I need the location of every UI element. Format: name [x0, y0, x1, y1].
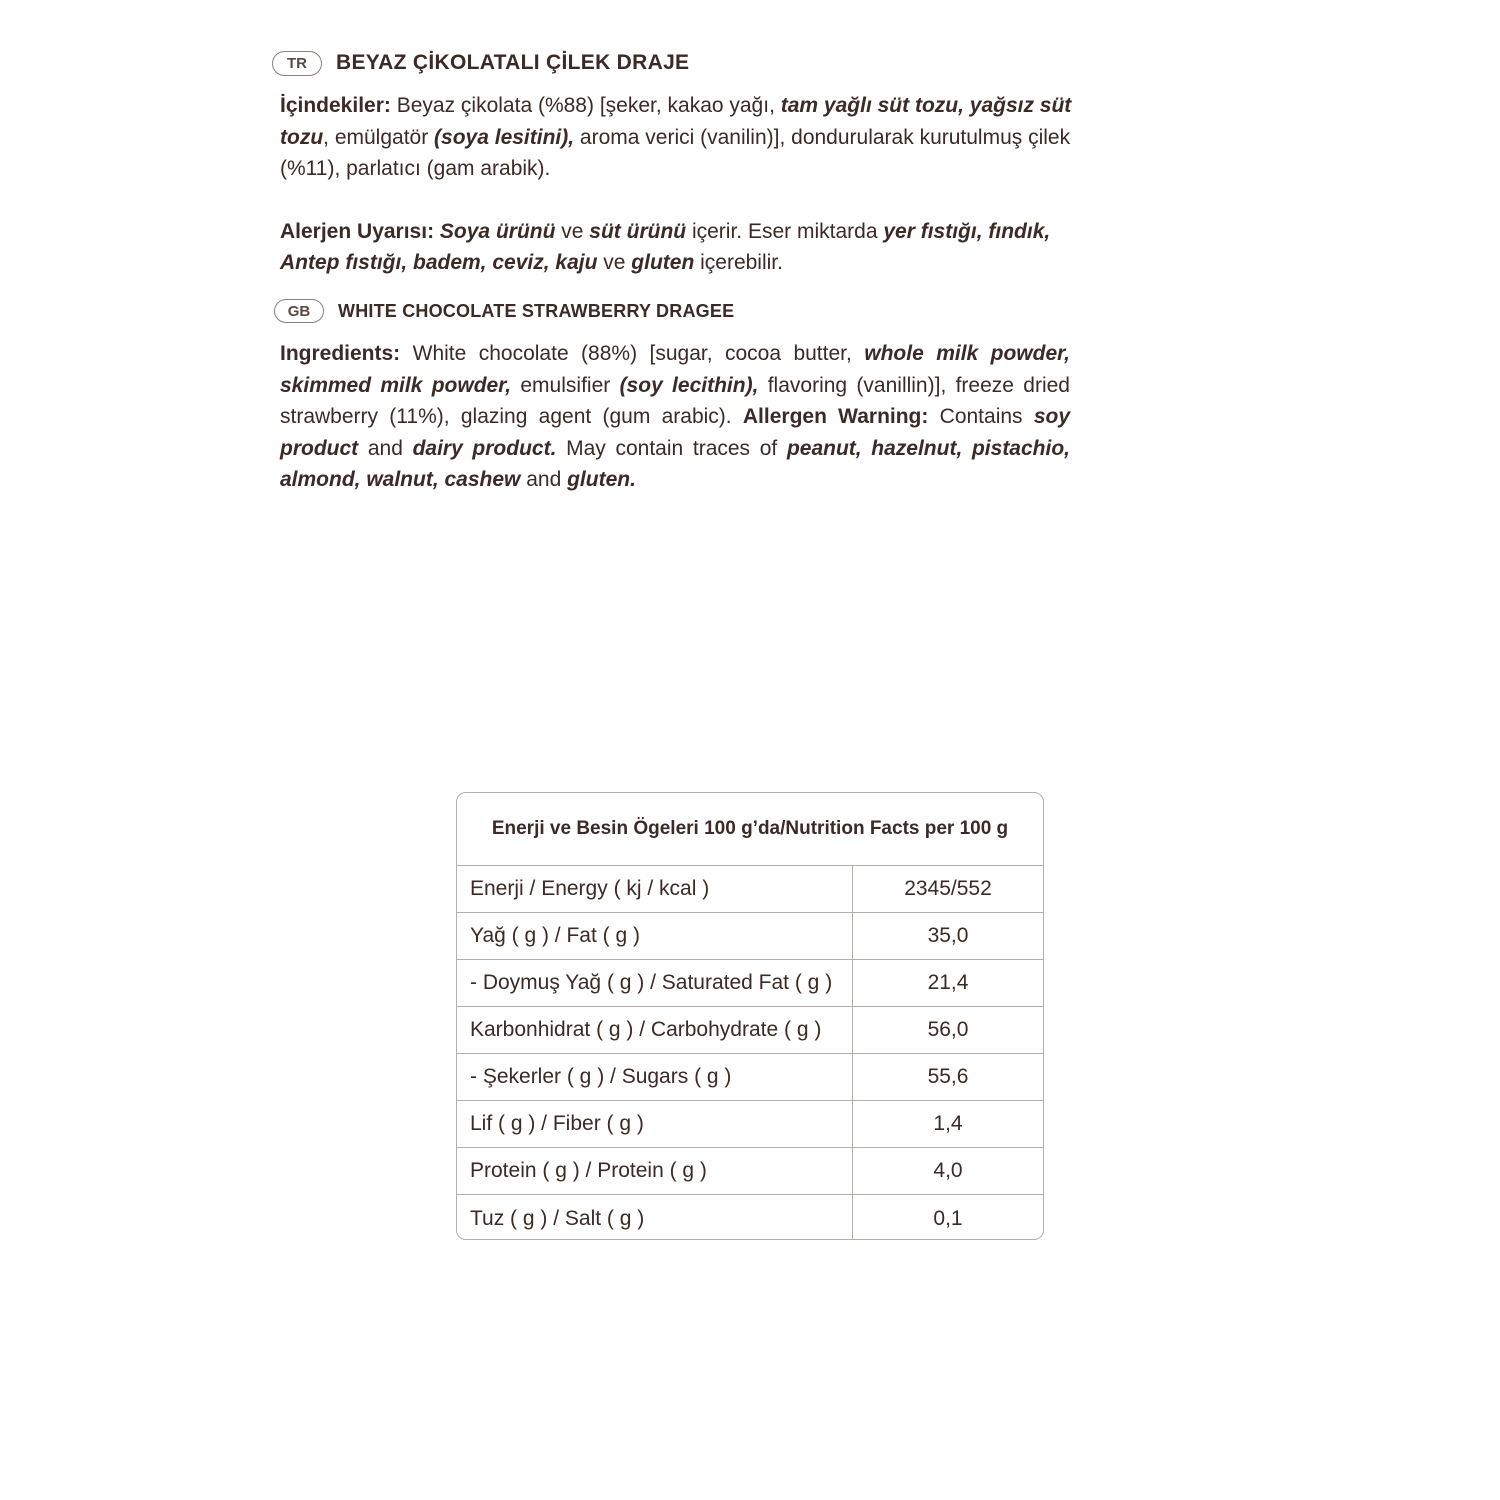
- nutrition-facts-table: [456, 792, 1044, 1240]
- nutrition-row: [457, 1195, 1043, 1240]
- text-run: peanut, hazelnut, pistachio, almond, walnut, cashew: [280, 436, 1070, 491]
- nutrient-value: 56,0: [927, 1018, 969, 1041]
- gb-language-badge: GB: [274, 299, 324, 323]
- text-run: and: [520, 468, 568, 491]
- nutrition-row: [457, 1101, 1043, 1148]
- text-run: aroma verici (vanilin)], dondurularak kurutulmuş çilek (%11), parlatıcı (gam arabik).: [280, 125, 1071, 180]
- nutrition-row: [457, 960, 1043, 1007]
- text-run: gluten.: [567, 468, 636, 491]
- text-run: and: [358, 436, 413, 460]
- text-run: Allergen Warning:: [742, 405, 929, 428]
- nutrient-value: 35,0: [927, 924, 969, 947]
- turkish-label-section: [280, 48, 1090, 279]
- text-run: süt ürünü: [589, 219, 687, 243]
- english-heading: [280, 296, 1070, 326]
- text-run: White chocolate (88%) [sugar, cocoa butter,: [400, 342, 865, 365]
- text-run: gluten: [631, 251, 695, 274]
- nutrition-table-title: Enerji ve Besin Ögeleri 100 g’da/Nutrition Facts per 100 g: [457, 793, 1043, 866]
- english-product-title: WHITE CHOCOLATE STRAWBERRY DRAGEE: [338, 300, 735, 321]
- nutrient-name: - Şekerler ( g ) / Sugars ( g ): [457, 1054, 853, 1100]
- text-run: flavoring (vanillin)], freeze dried strawberry (11%), glazing agent (gum arabic).: [280, 373, 1070, 428]
- nutrition-row: [457, 1054, 1043, 1101]
- text-run: ve: [597, 251, 632, 274]
- turkish-heading: [280, 48, 1090, 78]
- text-run: (soya lesitini),: [434, 125, 575, 149]
- text-run: Alerjen Uyarısı:: [280, 219, 435, 243]
- nutrition-rows: [457, 866, 1043, 1240]
- text-run: Ingredients:: [280, 342, 401, 365]
- nutrient-value: 0,1: [933, 1206, 963, 1230]
- nutrient-value: 21,4: [927, 971, 969, 994]
- text-run: dairy product.: [412, 436, 557, 460]
- text-run: soy product: [280, 405, 1070, 460]
- nutrition-row: [457, 1007, 1043, 1054]
- english-label-section: [280, 296, 1070, 496]
- text-run: Beyaz çikolata (%88) [şeker, kakao yağı,: [390, 94, 781, 117]
- text-run: Contains: [928, 405, 1034, 428]
- nutrient-name: Karbonhidrat ( g ) / Carbohydrate ( g ): [457, 1007, 853, 1053]
- nutrient-value: 1,4: [933, 1112, 963, 1135]
- text-run: whole milk powder, skimmed milk powder,: [280, 342, 1070, 397]
- turkish-allergen-warning: [280, 216, 1070, 279]
- text-run: tam yağlı süt tozu, yağsız süt tozu: [280, 94, 1072, 149]
- text-run: yer fıstığı, fındık, Antep fıstığı, badem, ceviz, kaju: [280, 219, 1051, 274]
- text-run: İçindekiler:: [280, 94, 391, 117]
- text-run: ve: [555, 219, 590, 243]
- text-run: , emülgatör: [323, 125, 435, 149]
- nutrient-name: Enerji / Energy ( kj / kcal ): [457, 866, 853, 912]
- nutrient-value: 2345/552: [904, 877, 992, 900]
- nutrient-name: Tuz ( g ) / Salt ( g ): [457, 1195, 853, 1240]
- text-run: Soya ürünü: [439, 219, 556, 243]
- tr-language-badge: TR: [272, 51, 322, 76]
- nutrition-row: [457, 866, 1043, 913]
- turkish-product-title: BEYAZ ÇİKOLATALI ÇİLEK DRAJE: [336, 51, 690, 74]
- english-ingredients-and-allergens: [280, 338, 1070, 496]
- text-run: içerir. Eser miktarda: [686, 219, 884, 243]
- nutrient-value: 4,0: [933, 1159, 963, 1182]
- turkish-ingredients: [280, 90, 1095, 185]
- nutrient-value: 55,6: [927, 1065, 969, 1088]
- nutrient-name: Lif ( g ) / Fiber ( g ): [457, 1101, 853, 1147]
- text-run: içerebilir.: [694, 251, 783, 274]
- text-run: May contain traces of: [556, 436, 787, 460]
- nutrient-name: Protein ( g ) / Protein ( g ): [457, 1148, 853, 1194]
- nutrient-name: Yağ ( g ) / Fat ( g ): [457, 913, 853, 959]
- text-run: emulsifier: [511, 373, 620, 397]
- nutrition-row: [457, 913, 1043, 960]
- text-run: (soy lecithin),: [619, 373, 759, 397]
- nutrient-name: - Doymuş Yağ ( g ) / Saturated Fat ( g ): [457, 960, 853, 1006]
- nutrition-row: [457, 1148, 1043, 1195]
